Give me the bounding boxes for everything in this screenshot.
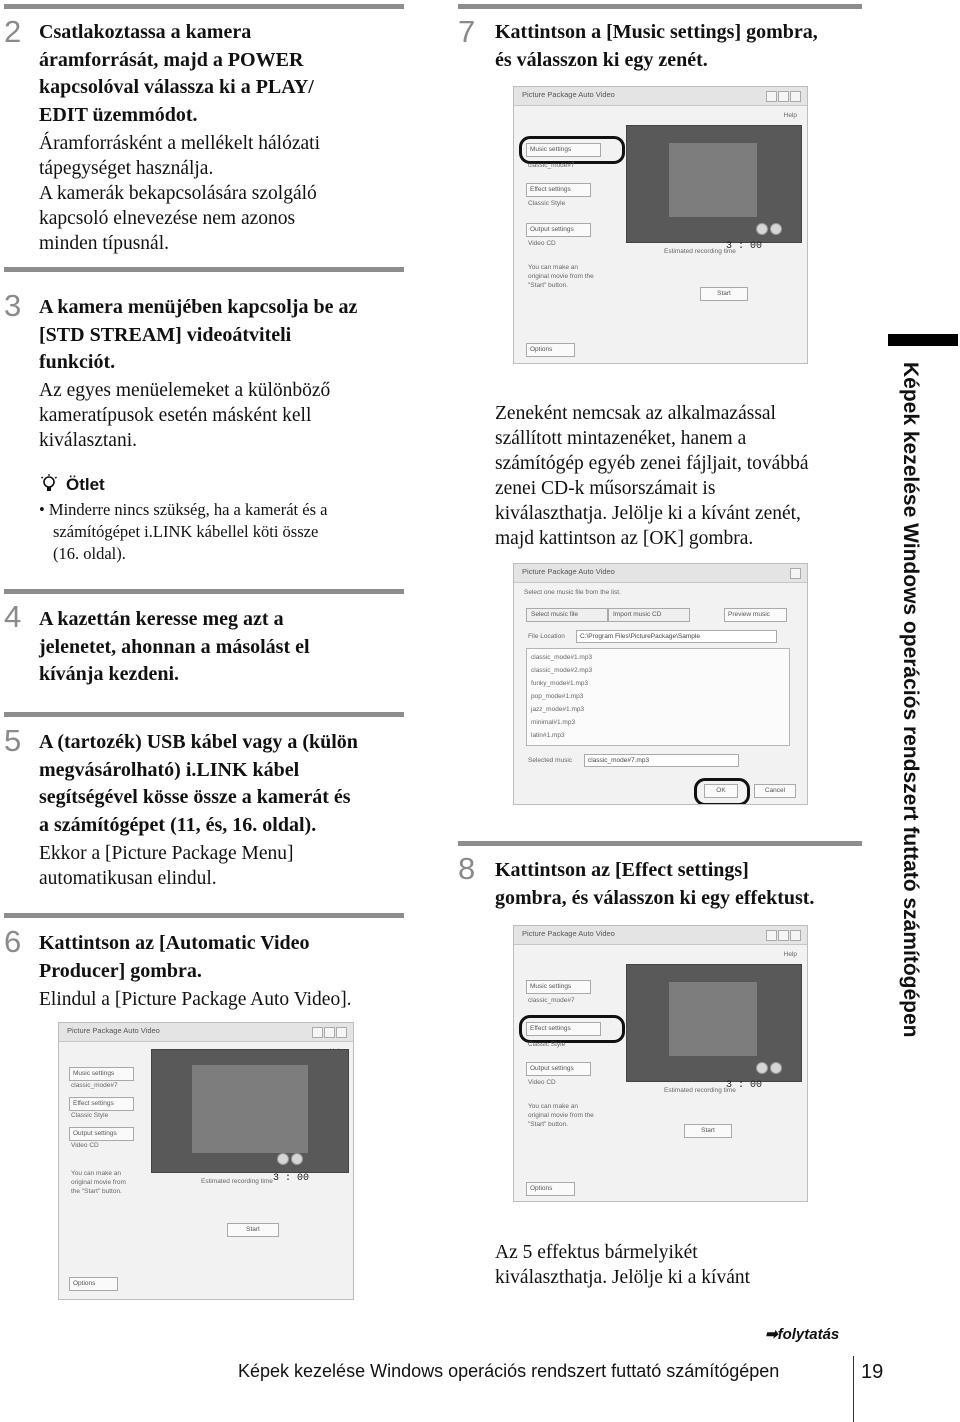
dialog-prompt: Select one music file from the list. [524, 589, 621, 596]
stop-icon[interactable] [770, 223, 782, 235]
estimated-time-value: 3 : 00 [273, 1173, 310, 1184]
estimated-time-value: 3 : 00 [726, 1080, 763, 1091]
heading-line: Kattintson az [Automatic Video [39, 932, 310, 954]
music-settings-button[interactable]: Music settings [69, 1067, 134, 1081]
heading-line: kapcsolóval válassza ki a PLAY/ [39, 76, 314, 98]
highlight-oval [694, 778, 750, 805]
start-button[interactable]: Start [700, 287, 748, 301]
close-icon[interactable] [790, 91, 801, 102]
selected-music-field: classic_mode#7.mp3 [584, 754, 739, 767]
list-item[interactable]: latin#1.mp3 [531, 732, 565, 739]
heading-line: megvásárolható) i.LINK kábel [39, 758, 300, 781]
tab-import-music-cd[interactable]: Import music CD [608, 608, 690, 622]
auto-video-music-screenshot [513, 86, 808, 364]
auto-video-window-screenshot [58, 1022, 354, 1300]
section-rule [4, 267, 404, 272]
maximize-icon[interactable] [324, 1027, 335, 1038]
tab-select-music-file[interactable]: Select music file [526, 608, 608, 622]
text-line: Áramforrásként a mellékelt hálózati [39, 133, 320, 154]
heading-line: a számítógépet (11, és, 16. oldal). [39, 813, 317, 836]
play-icon[interactable] [756, 223, 768, 235]
hint-text: You can make an original movie from the "Start" button. [528, 264, 594, 289]
window-titlebar [59, 1023, 353, 1042]
continued-label: folytatás [777, 1326, 840, 1343]
music-value: classic_mode#7 [71, 1082, 118, 1089]
lightbulb-icon [39, 474, 59, 499]
window-title: Picture Package Auto Video [67, 1026, 160, 1035]
effect-settings-button[interactable]: Effect settings [526, 1022, 601, 1036]
side-tab-marker [888, 334, 958, 346]
highlight-oval [519, 1015, 625, 1043]
window-title: Picture Package Auto Video [522, 90, 615, 99]
output-settings-button[interactable]: Output settings [526, 1062, 591, 1076]
window-titlebar [514, 564, 807, 583]
continued-note [765, 1325, 839, 1343]
text-line: kiválasztani. [39, 430, 138, 451]
list-item[interactable]: classic_mode#2.mp3 [531, 667, 593, 674]
music-file-list[interactable] [526, 648, 790, 746]
preview-image [192, 1065, 308, 1153]
step-2-heading [39, 19, 314, 129]
close-icon[interactable] [336, 1027, 347, 1038]
heading-line: gombra, és válasszon ki egy effektust. [495, 886, 815, 909]
heading-line: kívánja kezdeni. [39, 663, 180, 685]
ok-button[interactable]: OK [704, 784, 738, 798]
estimated-time-value: 3 : 00 [726, 241, 763, 252]
music-value: classic_mode#7 [528, 997, 575, 1004]
hint-text: You can make an original movie from the "Start" button. [71, 1170, 126, 1195]
heading-line: segítségével kösse össze a kamerát és [39, 786, 351, 808]
heading-line: EDIT üzemmódot. [39, 103, 198, 126]
text-line: majd kattintson az [OK] gombra. [495, 528, 754, 549]
minimize-icon[interactable] [312, 1027, 323, 1038]
heading-line: áramforrását, majd a POWER [39, 48, 304, 71]
play-icon[interactable] [277, 1153, 289, 1165]
stop-icon[interactable] [770, 1062, 782, 1074]
heading-line: A kamera menüjében kapcsolja be az [39, 296, 358, 318]
heading-line: A (tartozék) USB kábel vagy a (külön [39, 731, 358, 753]
list-item[interactable]: pop_mode#1.mp3 [531, 693, 584, 700]
selected-music-label: Selected music [528, 757, 573, 764]
output-settings-button[interactable]: Output settings [69, 1127, 134, 1141]
effect-settings-button[interactable]: Effect settings [69, 1097, 134, 1111]
list-item[interactable]: classic_mode#1.mp3 [531, 654, 593, 661]
heading-line: jelenetet, ahonnan a másolást el [39, 635, 310, 658]
help-link[interactable]: Help [783, 951, 797, 958]
step-5-text [39, 841, 294, 891]
start-button[interactable]: Start [227, 1223, 279, 1237]
step-number: 7 [458, 14, 476, 49]
text-line: Zeneként nemcsak az alkalmazással [495, 403, 776, 424]
music-settings-button[interactable]: Music settings [526, 980, 591, 994]
options-button[interactable]: Options [526, 343, 575, 357]
minimize-icon[interactable] [766, 930, 777, 941]
section-rule [458, 841, 862, 846]
effect-value: Classic Style [528, 1041, 566, 1048]
step-5-heading [39, 729, 358, 839]
highlight-oval [519, 136, 625, 164]
section-rule [4, 589, 404, 594]
effect-value: Classic Style [528, 200, 566, 207]
step-3-text [39, 378, 330, 453]
text-line: minden típusnál. [39, 233, 169, 254]
help-link[interactable]: Help [783, 112, 797, 119]
options-button[interactable]: Options [526, 1182, 575, 1196]
section-rule [4, 712, 404, 717]
close-icon[interactable] [790, 930, 801, 941]
section-rule [4, 4, 404, 9]
step-number: 8 [458, 851, 476, 886]
text-line: A kamerák bekapcsolására szolgáló [39, 183, 317, 204]
section-rule [458, 4, 862, 9]
tip-line: számítógépet i.LINK kábellel köti össze [53, 522, 319, 541]
heading-line: és válasszon ki egy zenét. [495, 48, 708, 71]
section-rule [4, 913, 404, 918]
heading-line: Kattintson az [Effect settings] [495, 859, 749, 881]
step-7-text [495, 401, 809, 551]
step-number: 4 [4, 599, 22, 634]
step-6-heading [39, 930, 310, 985]
step-3-heading [39, 294, 357, 377]
effect-value: Classic Style [71, 1112, 109, 1119]
preview-music-button[interactable]: Preview music [724, 608, 787, 622]
text-line: kiválaszthatja. Jelölje ki a kívánt zenét, [495, 503, 801, 524]
tip-title: Ötlet [66, 475, 105, 494]
text-line: zenei CD-k műsorszámait is [495, 478, 716, 499]
step-2-text [39, 131, 320, 256]
file-location-label: File Location [528, 633, 565, 640]
file-location-field[interactable]: C:\Program Files\PicturePackage\Sample [576, 630, 777, 643]
list-item[interactable]: funky_mode#1.mp3 [531, 680, 589, 687]
text-line: kameratípusok esetén másként kell [39, 405, 312, 426]
hint-text: You can make an original movie from the "Start" button. [528, 1103, 594, 1128]
footer-title: Képek kezelése Windows operációs rendszert futtató számítógépen [238, 1361, 780, 1381]
maximize-icon[interactable] [778, 930, 789, 941]
music-settings-dialog-screenshot [513, 563, 808, 805]
output-value: Video CD [71, 1142, 99, 1149]
start-button[interactable]: Start [684, 1124, 732, 1138]
estimated-time-label: Estimated recording time [664, 1087, 736, 1094]
preview-image [669, 982, 757, 1056]
list-item[interactable]: minimal#1.mp3 [531, 719, 576, 726]
output-value: Video CD [528, 240, 556, 247]
footer-divider [853, 1356, 854, 1422]
window-title: Picture Package Auto Video [522, 929, 615, 938]
options-button[interactable]: Options [69, 1277, 118, 1291]
step-8-text [495, 1240, 750, 1290]
text-line: szállított mintazenéket, hanem a [495, 428, 747, 449]
step-8-heading [495, 857, 814, 912]
text-line: kiválaszthatja. Jelölje ki a kívánt [495, 1267, 751, 1288]
text-line: kapcsoló elnevezése nem azonos [39, 208, 296, 229]
text-line: Elindul a [Picture Package Auto Video]. [39, 989, 352, 1010]
step-number: 6 [4, 924, 22, 959]
maximize-icon[interactable] [778, 91, 789, 102]
text-line: Ekkor a [Picture Package Menu] [39, 843, 294, 864]
window-titlebar [514, 926, 807, 945]
text-line: automatikusan elindul. [39, 868, 217, 889]
text-line: Az egyes menüelemeket a különböző [39, 380, 331, 401]
step-6-text [39, 987, 352, 1012]
estimated-time-label: Estimated recording time [664, 248, 736, 255]
heading-line: [STD STREAM] videoátviteli [39, 323, 292, 346]
output-value: Video CD [528, 1079, 556, 1086]
step-number: 2 [4, 14, 22, 49]
text-line: számítógép egyéb zenei fájljait, továbbá [495, 453, 809, 474]
close-icon[interactable] [790, 568, 801, 579]
text-line: Az 5 effektus bármelyikét [495, 1242, 698, 1263]
heading-line: Kattintson a [Music settings] gombra, [495, 21, 818, 43]
heading-line: funkciót. [39, 351, 116, 373]
heading-line: Producer] gombra. [39, 959, 202, 982]
effect-settings-button[interactable]: Effect settings [526, 183, 591, 197]
auto-video-effect-screenshot [513, 925, 808, 1202]
page-number: 19 [861, 1361, 884, 1383]
step-7-heading [495, 19, 818, 74]
tip-text [39, 499, 327, 565]
estimated-time-label: Estimated recording time [201, 1178, 273, 1185]
text-line: tápegységet használja. [39, 158, 214, 179]
list-item[interactable]: jazz_mode#1.mp3 [531, 706, 585, 713]
arrow-right-icon: ➡ [765, 1326, 778, 1343]
side-section-title: Képek kezelése Windows operációs rendszert futtató számítógépen [899, 362, 922, 1038]
window-titlebar [514, 87, 807, 106]
cancel-button[interactable]: Cancel [754, 784, 796, 798]
tip-line: (16. oldal). [53, 544, 126, 563]
window-title: Picture Package Auto Video [522, 567, 615, 576]
minimize-icon[interactable] [766, 91, 777, 102]
step-number: 3 [4, 288, 22, 323]
heading-line: Csatlakoztassa a kamera [39, 21, 252, 43]
heading-line: A kazettán keresse meg azt a [39, 608, 284, 630]
preview-image [669, 143, 757, 217]
tip-line: • Minderre nincs szükség, ha a kamerát és a [39, 500, 328, 519]
step-4-heading [39, 606, 310, 689]
music-value: classic_mode#7 [528, 162, 575, 169]
step-number: 5 [4, 723, 22, 758]
music-settings-button[interactable]: Music settings [526, 143, 601, 157]
output-settings-button[interactable]: Output settings [526, 223, 591, 237]
play-icon[interactable] [756, 1062, 768, 1074]
stop-icon[interactable] [291, 1153, 303, 1165]
